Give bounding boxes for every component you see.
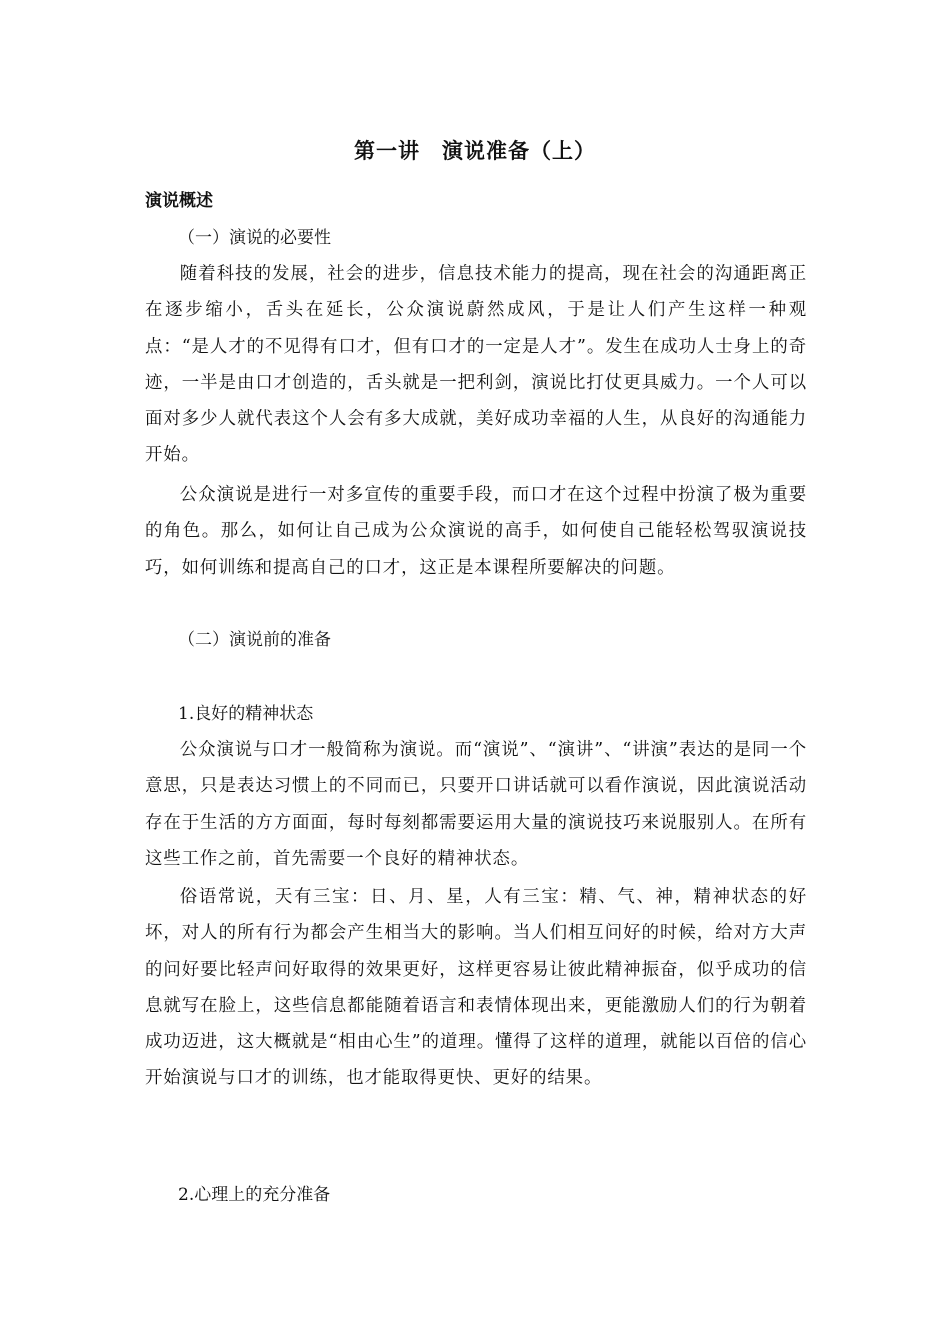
subsection-heading-preparation: （二）演说前的准备	[178, 630, 331, 650]
section-heading: 演说概述	[145, 191, 213, 211]
paragraph-3: 公众演说与口才一般简称为演说。而“演说”、“演讲”、“讲演”表达的是同一个意思，只是表达习惯上的不同而已，只要开口讲话就可以看作演说，因此演说活动存在于生活的方方面面，每时每刻都需要运用大量的演说技巧来说服别人。在所有这些工作之前，首先需要一个良好的精神状态。	[145, 740, 807, 869]
paragraph-4: 俗语常说，天有三宝：日、月、星，人有三宝：精、气、神，精神状态的好坏，对人的所有行为都会产生相当大的影响。当人们相互问好的时候，给对方大声的问好要比轻声问好取得的效果更好，这样更容易让彼此精神振奋，似乎成功的信息就写在脸上，这些信息都能随着语言和表情体现出来，更能激励人们的行为朝着成功迈进，这大概就是“相由心生”的道理。懂得了这样的道理，就能以百倍的信心开始演说与口才的训练，也才能取得更快、更好的结果。	[145, 887, 807, 1089]
subsection-heading-spirit: 1.良好的精神状态	[178, 704, 314, 724]
subsection-heading-psychology: 2.心理上的充分准备	[178, 1185, 331, 1205]
paragraph-1: 随着科技的发展，社会的进步，信息技术能力的提高，现在社会的沟通距离正在逐步缩小，舌头在延长，公众演说蔚然成风，于是让人们产生这样一种观点：“是人才的不见得有口才，但有口才的一定是人才”。发生在成功人士身上的奇迹，一半是由口才创造的，舌头就是一把利剑，演说比打仗更具威力。一个人可以面对多少人就代表这个人会有多大成就，美好成功幸福的人生，从良好的沟通能力开始。	[145, 264, 807, 466]
paragraph-2: 公众演说是进行一对多宣传的重要手段，而口才在这个过程中扮演了极为重要的角色。那么，如何让自己成为公众演说的高手，如何使自己能轻松驾驭演说技巧，如何训练和提高自己的口才，这正是本课程所要解决的问题。	[145, 485, 807, 578]
subsection-heading-necessity: （一）演说的必要性	[178, 228, 331, 248]
page-title: 第一讲 演说准备（上）	[354, 139, 596, 163]
